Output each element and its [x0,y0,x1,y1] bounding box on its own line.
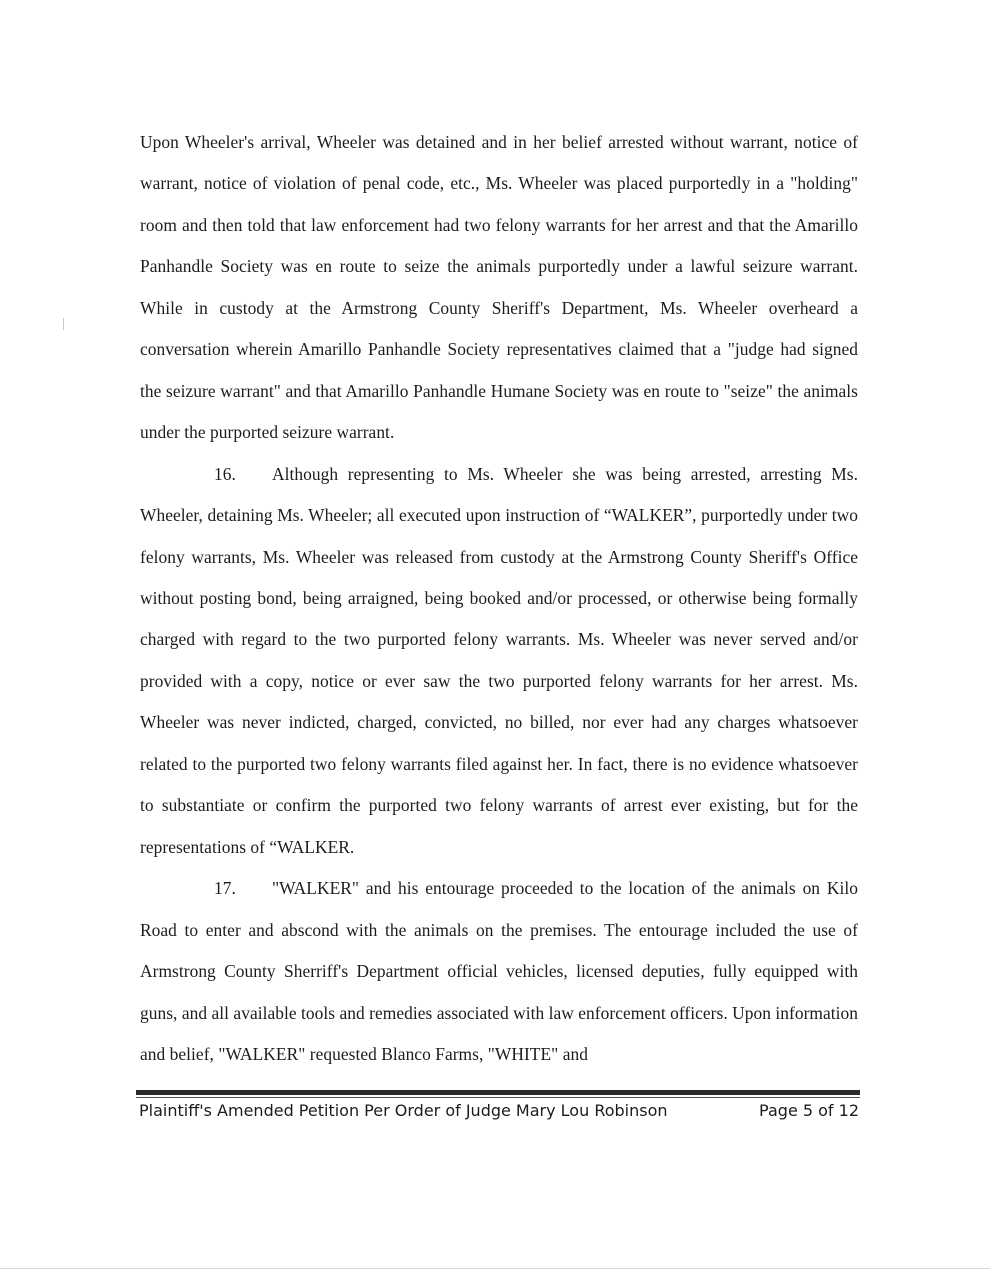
paragraph-16 [140,454,858,869]
scan-edge-line [0,1268,990,1269]
scan-margin-mark [63,318,64,330]
footer-rule-thin [136,1097,860,1098]
page-footer [139,1101,859,1120]
paragraph-17 [140,868,858,1075]
paragraph-continued [140,122,858,454]
paragraph-text: "WALKER" and his entourage proceeded to the location of the animals on Kilo Road to enter and abscond with the animals on the premises. The entourage included the use of Armstrong County Sherriff's Department official vehicles, licensed deputies, fully equipped with guns, and all available tools and remedies associated with law enforcement officers. Upon information and belief, "WALKER" requested Blanco Farms, "WHITE" and [140,878,859,1064]
document-body [140,122,858,1075]
footer-document-title: Plaintiff's Amended Petition Per Order of Judge Mary Lou Robinson [139,1101,668,1120]
paragraph-text: Upon Wheeler's arrival, Wheeler was detained and in her belief arrested without warrant, notice of warrant, notice of violation of penal code, etc., Ms. Wheeler was placed purportedly in a "holding" room and then told that law enforcement had two felony warrants for her arrest and that the Amarillo Panhandle Society was en route to seize the animals purportedly under a lawful seizure warrant. While in custody at the Armstrong County Sheriff's Department, Ms. Wheeler overheard a conversation wherein Amarillo Panhandle Society representatives claimed that a "judge had signed the seizure warrant" and that Amarillo Panhandle Humane Society was en route to "seize" the animals under the purported seizure warrant. [140,132,858,443]
footer-rule-thick [136,1090,860,1095]
paragraph-text: Although representing to Ms. Wheeler she was being arrested, arresting Ms. Wheeler, detaining Ms. Wheeler; all executed upon instruction of “WALKER”, purportedly under two felony warrants, Ms. Wheeler was released from custody at the Armstrong County Sheriff's Office without posting bond, being arraigned, being booked and/or processed, or otherwise being formally charged with regard to the two purported felony warrants. Ms. Wheeler was never served and/or provided with a copy, notice or ever saw the two purported felony warrants for her arrest. Ms. Wheeler was never indicted, charged, convicted, no billed, nor ever had any charges whatsoever related to the purported two felony warrants filed against her. In fact, there is no evidence whatsoever to substantiate or confirm the purported two felony warrants of arrest ever existing, but for the representations of “WALKER. [140,463,858,857]
paragraph-number: 16. [214,463,236,484]
paragraph-number: 17. [214,878,236,899]
footer-page-number: Page 5 of 12 [759,1101,859,1120]
